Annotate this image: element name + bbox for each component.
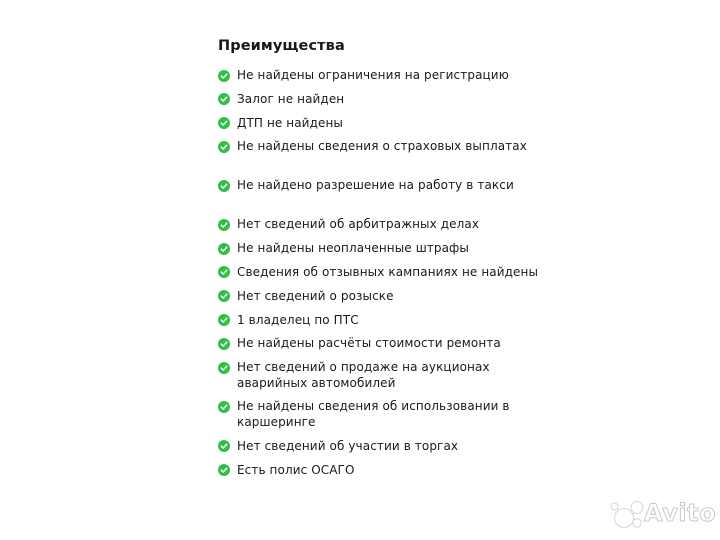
- check-circle-icon: [218, 290, 230, 302]
- advantages-list: [218, 68, 548, 478]
- advantage-text: Нет сведений о розыске: [237, 288, 394, 303]
- advantage-item: [218, 336, 548, 352]
- advantage-item: [218, 178, 548, 194]
- advantage-text: Не найдены неоплаченные штрафы: [237, 241, 469, 256]
- advantage-item: [218, 313, 548, 329]
- check-circle-icon: [218, 266, 230, 278]
- advantage-text: Не найдено разрешение на работу в такси: [237, 178, 514, 193]
- check-circle-icon: [218, 180, 230, 192]
- advantages-panel: [218, 36, 548, 486]
- advantage-text: Нет сведений об арбитражных делах: [237, 217, 480, 232]
- advantage-text: Не найдены сведения о страховых выплатах: [237, 139, 527, 154]
- advantage-item: [218, 68, 548, 84]
- check-circle-icon: [218, 243, 230, 255]
- advantage-item: [218, 439, 548, 455]
- advantage-item: [218, 289, 548, 305]
- advantage-item: [218, 139, 548, 155]
- check-circle-icon: [218, 314, 230, 326]
- check-circle-icon: [218, 362, 230, 374]
- advantage-text: Залог не найден: [237, 91, 345, 106]
- advantage-text: ДТП не найдены: [237, 115, 343, 130]
- advantage-text: Не найдены ограничения на регистрацию: [237, 68, 509, 82]
- advantage-text: Нет сведений о продаже на аукционах аварийных автомобилей: [237, 360, 490, 390]
- advantage-text: Не найдены расчёты стоимости ремонта: [237, 336, 501, 351]
- check-circle-icon: [218, 464, 230, 476]
- check-circle-icon: [218, 141, 230, 153]
- advantage-item: [218, 463, 548, 479]
- check-circle-icon: [218, 219, 230, 231]
- advantage-item: [218, 217, 548, 233]
- advantage-item: [218, 265, 548, 281]
- advantage-text: Нет сведений об участии в торгах: [237, 438, 459, 453]
- advantage-item: [218, 241, 548, 257]
- advantage-item: [218, 399, 548, 430]
- advantage-text: Не найдены сведения об использовании в каршеринге: [237, 399, 510, 429]
- check-circle-icon: [218, 401, 230, 413]
- check-circle-icon: [218, 70, 230, 82]
- check-circle-icon: [218, 440, 230, 452]
- advantage-text: Есть полис ОСАГО: [237, 462, 355, 477]
- advantage-item: [218, 92, 548, 108]
- advantage-text: Сведения об отзывных кампаниях не найдены: [237, 264, 539, 279]
- section-title: Преимущества: [218, 38, 345, 54]
- advantage-item: [218, 360, 548, 391]
- check-circle-icon: [218, 117, 230, 129]
- check-circle-icon: [218, 338, 230, 350]
- check-circle-icon: [218, 93, 230, 105]
- watermark-text: Avito: [644, 499, 717, 527]
- advantage-text: 1 владелец по ПТС: [237, 312, 359, 327]
- advantage-item: [218, 116, 548, 132]
